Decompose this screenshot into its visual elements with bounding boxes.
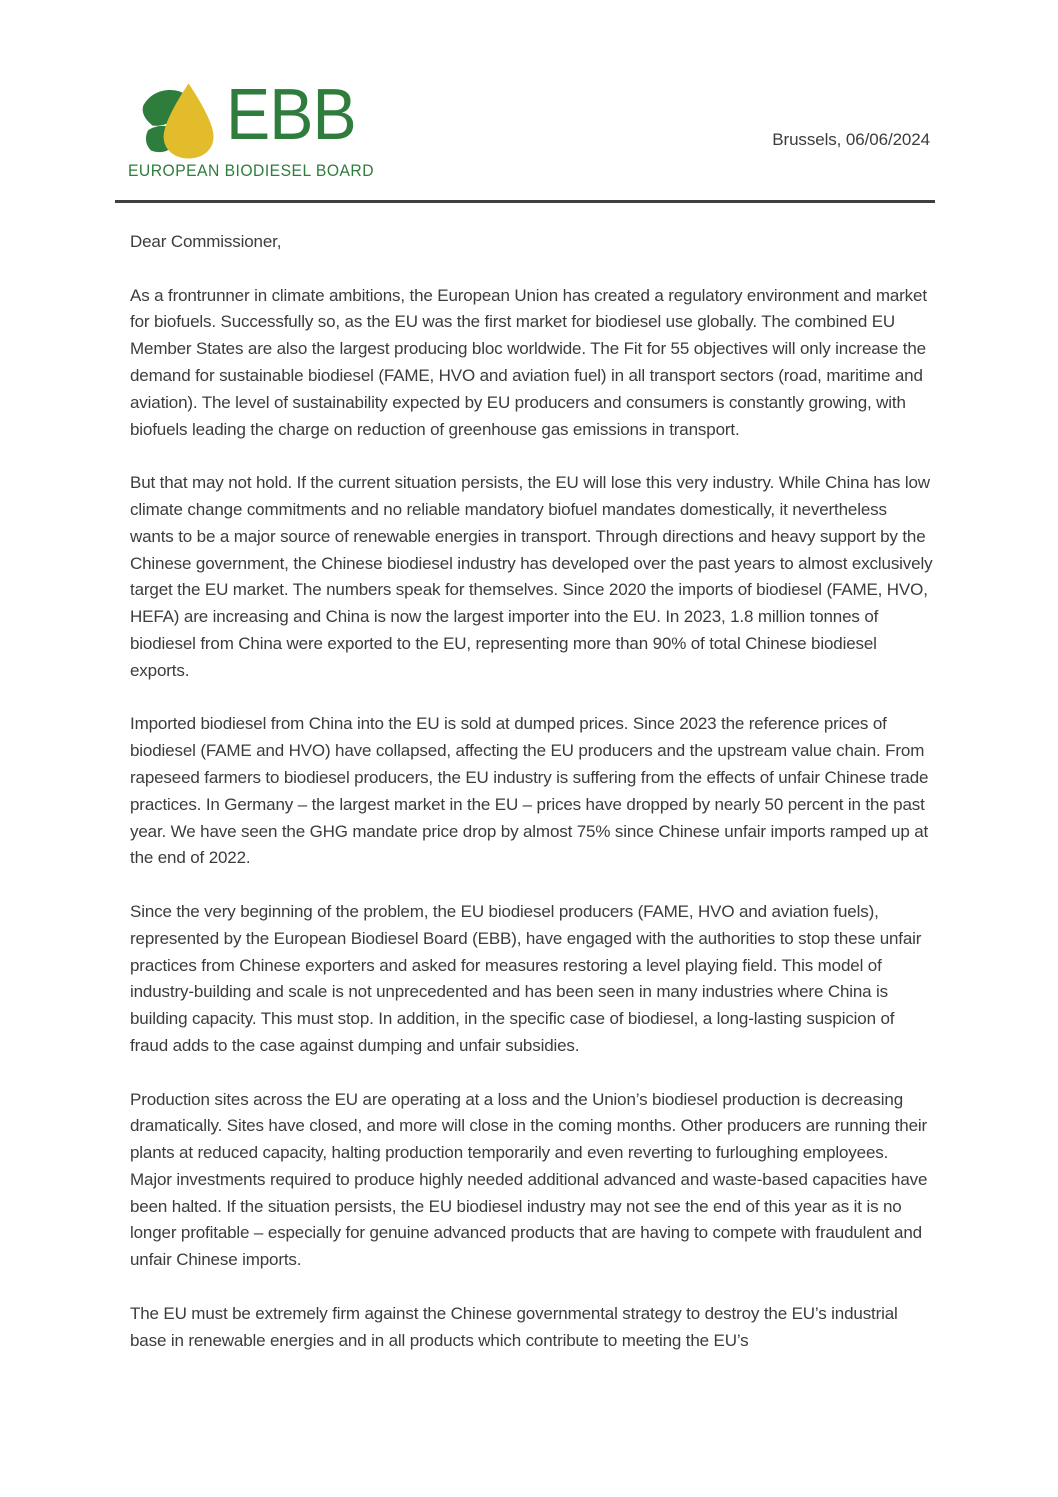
ebb-logo: [128, 75, 375, 182]
salutation: Dear Commissioner,: [130, 232, 282, 251]
paragraph: As a frontrunner in climate ambitions, the European Union has created a regulatory environment and market for biofuels. Successfully so, as the EU was the first market for biodiesel use globally. The combined EU Member States are also the largest producing bloc worldwide. The Fit for 55 objectives will only increase the demand for sustainable biodiesel (FAME, HVO and aviation fuel) in all transport sectors (road, maritime and aviation). The level of sustainability expected by EU producers and consumers is constantly growing, with biofuels leading the charge on reduction of greenhouse gas emissions in transport.: [130, 285, 927, 439]
letter-body: [130, 229, 934, 1381]
paragraph: But that may not hold. If the current situation persists, the EU will lose this very industry. While China has low climate change commitments and no reliable mandatory biofuel mandates domestically, it nevertheless wants to be a major source of renewable energies in transport. Through directions and heavy support by the Chinese government, the Chinese biodiesel industry has developed over the past years to almost exclusively target the EU market. The numbers speak for themselves. Since 2020 the imports of biodiesel (FAME, HVO, HEFA) are increasing and China is now the largest importer into the EU. In 2023, 1.8 million tonnes of biodiesel from China were exported to the EU, representing more than 90% of total Chinese biodiesel exports.: [130, 473, 933, 680]
logo-acronym: EBB: [226, 75, 356, 155]
logo-org-name: EUROPEAN BIODIESEL BOARD: [128, 162, 375, 180]
droplet-leaf-icon: [128, 82, 232, 160]
dateline: Brussels, 06/06/2024: [772, 130, 930, 149]
paragraph: Imported biodiesel from China into the EU is sold at dumped prices. Since 2023 the reference prices of biodiesel (FAME and HVO) have collapsed, affecting the EU producers and the upstream value chain. From rapeseed farmers to biodiesel producers, the EU industry is suffering from the effects of unfair Chinese trade practices. In Germany – the largest market in the EU – prices have dropped by nearly 50 percent in the past year. We have seen the GHG mandate price drop by almost 75% since Chinese unfair imports ramped up at the end of 2022.: [130, 714, 929, 868]
logo-top-row: [128, 75, 358, 160]
paragraph: The EU must be extremely firm against the Chinese governmental strategy to destroy the EU’s industrial base in renewable energies and in all products which contribute to meeting the EU’s: [130, 1303, 898, 1350]
paragraph: Since the very beginning of the problem, the EU biodiesel producers (FAME, HVO and aviation fuels), represented by the European Biodiesel Board (EBB), have engaged with the authorities to stop these unfair practices from Chinese exporters and asked for measures restoring a level playing field. This model of industry-building and scale is not unprecedented and has been seen in many industries where China is building capacity. This must stop. In addition, in the specific case of biodiesel, a long-lasting suspicion of fraud adds to the case against dumping and unfair subsidies.: [130, 901, 922, 1055]
header-divider: [115, 200, 935, 203]
paragraph: Production sites across the EU are operating at a loss and the Union’s biodiesel production is decreasing dramatically. Sites have closed, and more will close in the coming months. Other producers are running their plants at reduced capacity, halting production temporarily and even reverting to furloughing employees. Major investments required to produce highly needed additional advanced and waste-based capacities have been halted. If the situation persists, the EU biodiesel industry may not see the end of this year as it is no longer profitable – especially for genuine advanced products that are having to compete with fraudulent and unfair Chinese imports.: [130, 1089, 928, 1270]
